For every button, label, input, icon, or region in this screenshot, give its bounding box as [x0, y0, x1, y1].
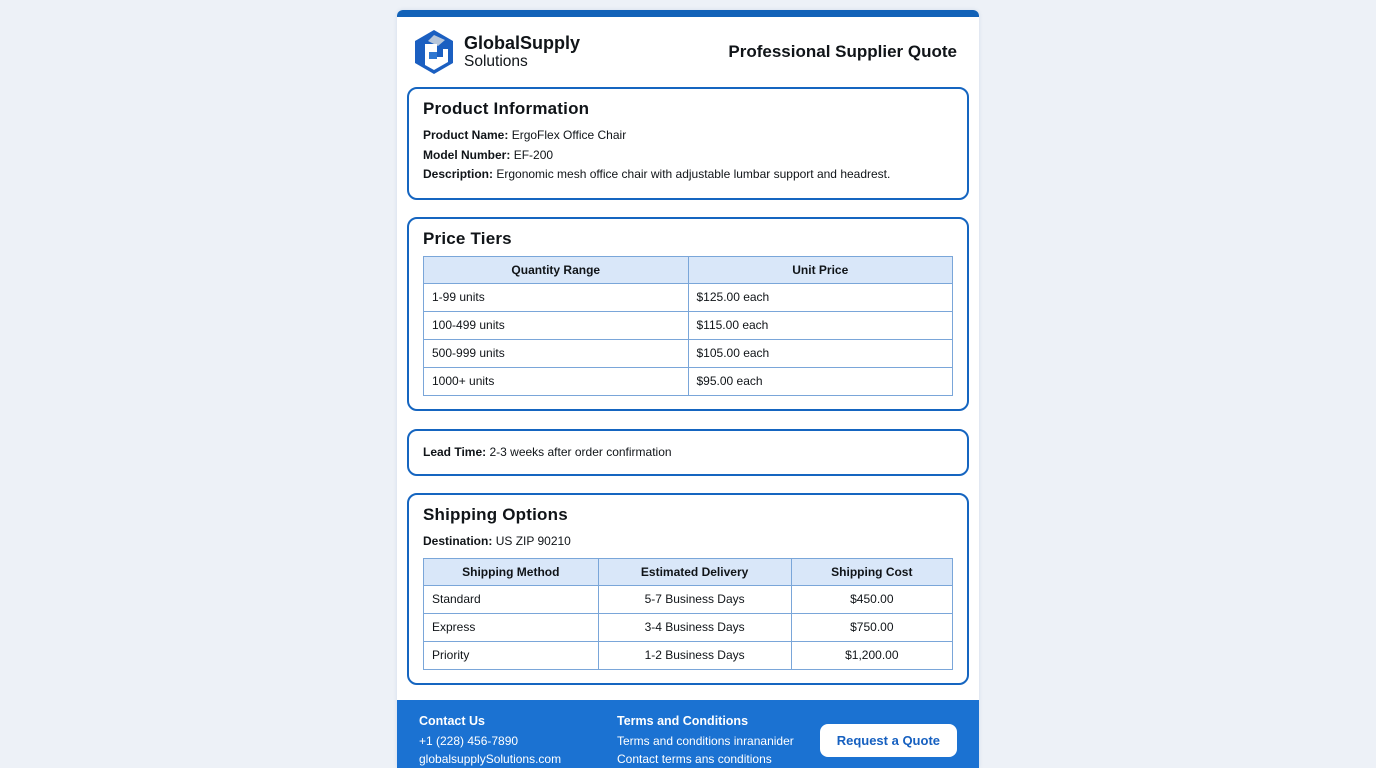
quantity-range-header: Quantity Range [424, 256, 689, 283]
table-row [424, 613, 953, 641]
price-tiers-table [423, 256, 953, 396]
shipping-header-row [424, 558, 953, 585]
shipping-method-cell: Priority [424, 641, 599, 669]
price-tiers-section [407, 217, 969, 411]
shipping-cost-cell: $750.00 [791, 613, 952, 641]
product-information-section [407, 87, 969, 200]
unit-price-cell: $105.00 each [688, 339, 953, 367]
quantity-range-cell: 1-99 units [424, 283, 689, 311]
brand-name: GlobalSupply [464, 32, 581, 53]
table-row [424, 283, 953, 311]
unit-price-cell: $95.00 each [688, 367, 953, 395]
shipping-method-cell: Express [424, 613, 599, 641]
contact-title: Contact Us [419, 713, 485, 728]
description-value: Ergonomic mesh office chair with adjustable lumbar support and headrest. [496, 167, 891, 182]
contact-phone: +1 (228) 456-7890 [419, 733, 519, 748]
shipping-cost-cell: $450.00 [791, 585, 952, 613]
table-row [424, 339, 953, 367]
terms-line-1: Terms and conditions inrananider [617, 733, 794, 748]
shipping-options-section [407, 493, 969, 685]
terms-title: Terms and Conditions [617, 713, 749, 728]
unit-price-cell: $125.00 each [688, 283, 953, 311]
terms-block [617, 714, 810, 768]
brand-text [464, 34, 580, 70]
unit-price-cell: $115.00 each [688, 311, 953, 339]
estimated-delivery-header: Estimated Delivery [598, 558, 791, 585]
product-name-line [423, 126, 953, 146]
lead-time-label: Lead Time: [423, 444, 487, 459]
lead-time-value: 2-3 weeks after order confirmation [489, 444, 672, 459]
cta-wrap [820, 724, 957, 757]
top-accent-bar [397, 10, 979, 17]
brand-block [412, 29, 580, 75]
shipping-cost-header: Shipping Cost [791, 558, 952, 585]
destination-label: Destination: [423, 534, 493, 549]
lead-time-section [407, 429, 969, 477]
table-row [424, 641, 953, 669]
quote-document-card [397, 10, 979, 768]
document-header [397, 17, 979, 85]
shipping-options-title: Shipping Options [423, 505, 568, 525]
price-tiers-header-row [424, 256, 953, 283]
model-number-value: EF-200 [513, 147, 554, 162]
product-name-label: Product Name: [423, 128, 509, 142]
estimated-delivery-cell: 3-4 Business Days [598, 613, 791, 641]
description-line [423, 165, 953, 185]
unit-price-header: Unit Price [688, 256, 953, 283]
quantity-range-cell: 1000+ units [424, 367, 689, 395]
table-row [424, 367, 953, 395]
description-label: Description: [423, 167, 494, 182]
shipping-cost-cell: $1,200.00 [791, 641, 952, 669]
request-quote-button[interactable]: Request a Quote [820, 724, 957, 757]
destination-line [423, 532, 953, 552]
estimated-delivery-cell: 1-2 Business Days [598, 641, 791, 669]
contact-block [419, 714, 607, 768]
lead-time-line [423, 443, 953, 463]
terms-line-2: Contact terms ans conditions [617, 751, 772, 766]
shipping-method-header: Shipping Method [424, 558, 599, 585]
destination-value: US ZIP 90210 [495, 534, 571, 549]
globalsupply-cube-hexagon-logo-icon [412, 29, 456, 75]
document-footer [397, 700, 979, 768]
brand-subtitle: Solutions [464, 53, 528, 71]
shipping-options-table [423, 558, 953, 670]
table-row [424, 311, 953, 339]
product-name-value: ErgoFlex Office Chair [511, 128, 627, 142]
contact-website: globalsupplySolutions.com [419, 751, 562, 766]
quantity-range-cell: 100-499 units [424, 311, 689, 339]
product-information-title: Product Information [423, 99, 590, 118]
shipping-method-cell: Standard [424, 585, 599, 613]
quantity-range-cell: 500-999 units [424, 339, 689, 367]
model-number-line [423, 146, 953, 166]
estimated-delivery-cell: 5-7 Business Days [598, 585, 791, 613]
model-number-label: Model Number: [423, 147, 511, 162]
price-tiers-title: Price Tiers [423, 228, 512, 248]
table-row [424, 585, 953, 613]
document-title: Professional Supplier Quote [728, 42, 957, 61]
